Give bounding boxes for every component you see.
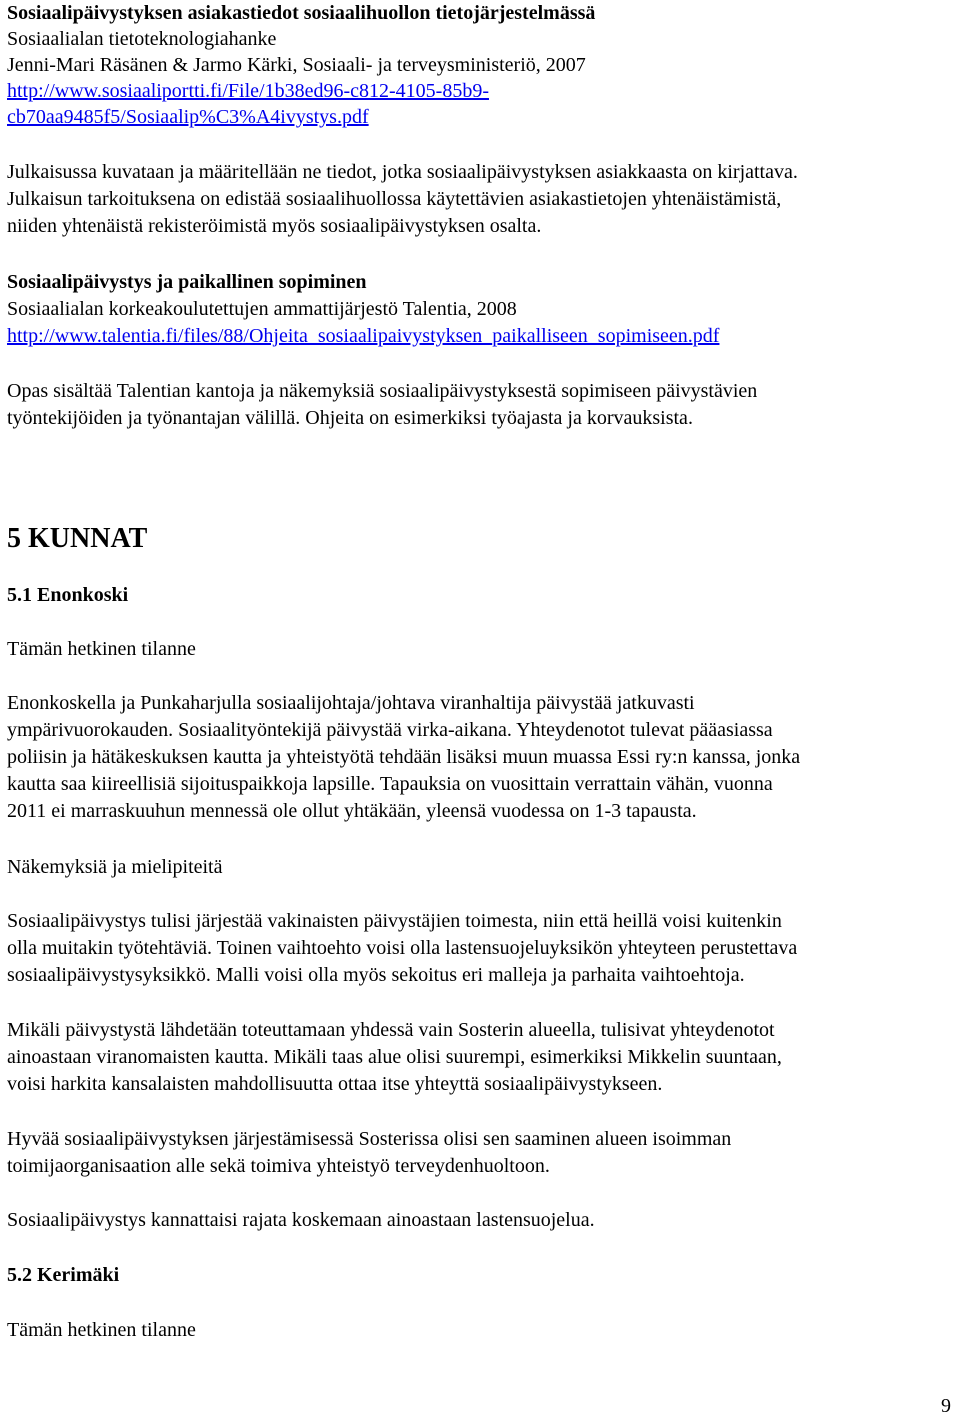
reference-2-description-line: Opas sisältää Talentian kantoja ja näkemyksiä sosiaalipäivystyksestä sopimiseen päivystävien: [7, 380, 758, 402]
reference-1-authors: Jenni-Mari Räsänen & Jarmo Kärki, Sosiaali- ja terveysministeriö, 2007: [7, 54, 586, 76]
paragraph-line: Sosiaalipäivystys kannattaisi rajata koskemaan ainoastaan lastensuojelua.: [7, 1209, 595, 1231]
paragraph-line: kautta saa kiireellisiä sijoituspaikkoja lapsille. Tapauksia on vuosittain verrattain vähän, vuonna: [7, 773, 773, 795]
paragraph-line: voisi harkita kansalaisten mahdollisuutta ottaa itse yhteyttä sosiaalipäivystykseen.: [7, 1073, 663, 1095]
paragraph-line: Mikäli päivystystä lähdetään toteuttamaan yhdessä vain Sosterin alueella, tulisivat yhteydenotot: [7, 1019, 775, 1041]
reference-1-description-line: niiden yhtenäistä rekisteröimistä myös sosiaalipäivystyksen osalta.: [7, 215, 542, 237]
subheading-current-situation: Tämän hetkinen tilanne: [7, 638, 196, 660]
paragraph-line: sosiaalipäivystysyksikkö. Malli voisi olla myös sekoitus eri malleja ja parhaita vaihtoehtoja.: [7, 964, 745, 986]
reference-1-project: Sosiaalialan tietoteknologiahanke: [7, 28, 277, 50]
reference-2-url[interactable]: http://www.talentia.fi/files/88/Ohjeita_sosiaalipaivystyksen_paikalliseen_sopimiseen.pdf: [7, 325, 720, 347]
section-heading-enonkoski: 5.1 Enonkoski: [7, 584, 129, 606]
reference-1-url-line1[interactable]: http://www.sosiaaliportti.fi/File/1b38ed96-c812-4105-85b9-: [7, 80, 489, 102]
paragraph-line: ainoastaan viranomaisten kautta. Mikäli taas alue olisi suurempi, esimerkiksi Mikkelin suuntaan,: [7, 1046, 782, 1068]
reference-1-title: Sosiaalipäivystyksen asiakastiedot sosiaalihuollon tietojärjestelmässä: [7, 2, 596, 24]
paragraph-line: poliisin ja hätäkeskuksen kautta ja yhteistyötä tehdään lisäksi muun muassa Essi ry:n kanssa, jonka: [7, 746, 801, 768]
paragraph-line: ympärivuorokauden. Sosiaalityöntekijä päivystää virka-aikana. Yhteydenotot tulevat pääasiassa: [7, 719, 773, 741]
reference-2-title: Sosiaalipäivystys ja paikallinen sopiminen: [7, 271, 367, 293]
reference-2-description-line: työntekijöiden ja työnantajan välillä. Ohjeita on esimerkiksi työajasta ja korvauksista.: [7, 407, 693, 429]
section-heading-kerimaki: 5.2 Kerimäki: [7, 1264, 120, 1286]
paragraph-line: Enonkoskella ja Punkaharjulla sosiaalijohtaja/johtava viranhaltija päivystää jatkuvasti: [7, 692, 695, 714]
page-number: 9: [941, 1395, 951, 1417]
subheading-current-situation: Tämän hetkinen tilanne: [7, 1319, 196, 1341]
reference-1-description-line: Julkaisun tarkoituksena on edistää sosiaalihuollossa käytettävien asiakastietojen yhtenäistämistä,: [7, 188, 782, 210]
reference-2-publisher: Sosiaalialan korkeakoulutettujen ammattijärjestö Talentia, 2008: [7, 298, 517, 320]
paragraph-line: Sosiaalipäivystys tulisi järjestää vakinaisten päivystäjien toimesta, niin että heillä voisi kuitenkin: [7, 910, 782, 932]
paragraph-line: Hyvää sosiaalipäivystyksen järjestämisessä Sosterissa olisi sen saaminen alueen isoimman: [7, 1128, 732, 1150]
chapter-heading: 5 KUNNAT: [7, 523, 148, 554]
reference-1-url-line2[interactable]: cb70aa9485f5/Sosiaalip%C3%A4ivystys.pdf: [7, 106, 369, 128]
reference-1-description-line: Julkaisussa kuvataan ja määritellään ne tiedot, jotka sosiaalipäivystyksen asiakkaasta on kirjattava.: [7, 161, 798, 183]
paragraph-line: 2011 ei marraskuuhun mennessä ole ollut yhtäkään, yleensä vuodessa on 1-3 tapausta.: [7, 800, 697, 822]
subheading-views-opinions: Näkemyksiä ja mielipiteitä: [7, 856, 223, 878]
paragraph-line: olla muitakin työtehtäviä. Toinen vaihtoehto voisi olla lastensuojeluyksikön yhteyteen perustettava: [7, 937, 798, 959]
paragraph-line: toimijaorganisaation alle sekä toimiva yhteistyö terveydenhuoltoon.: [7, 1155, 550, 1177]
